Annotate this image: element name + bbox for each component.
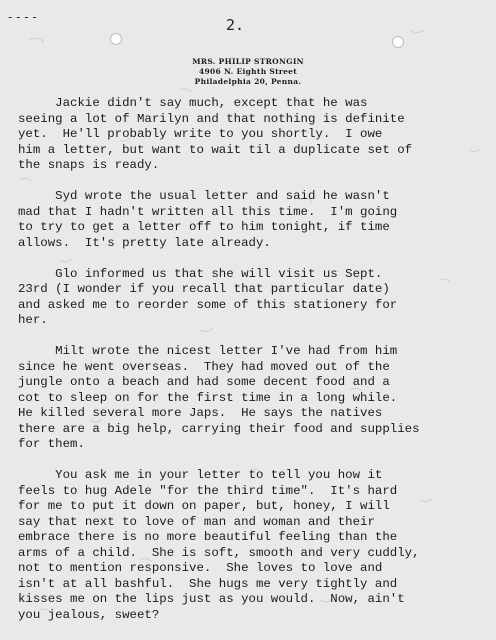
- text-line: for me to put it down on paper, but, honey, I will: [18, 499, 390, 513]
- text-line: her.: [18, 313, 48, 327]
- text-line: him a letter, but want to wait til a duplicate set of: [18, 142, 413, 157]
- page-number: 2.: [226, 16, 245, 34]
- text-line: mad that I hadn't written all this time. I'm going: [18, 204, 398, 219]
- text-line: say that next to love of man and woman and their: [18, 514, 375, 529]
- text-line: feels to hug Adele "for the third time". It's hard: [18, 483, 398, 498]
- paragraph-gap: [18, 174, 490, 190]
- paragraph-gap: [18, 251, 490, 267]
- text-line: and asked me to reorder some of this stationery for: [18, 297, 398, 312]
- paragraph: [18, 468, 490, 623]
- text-line: He killed several more Japs. He says the natives: [18, 406, 383, 420]
- text-line: yet. He'll probably write to you shortly. I owe: [18, 127, 383, 141]
- text-line: Syd wrote the usual letter and said he wasn't: [18, 189, 390, 203]
- text-line: not to mention responsive. She loves to love and: [18, 561, 383, 575]
- text-line: allows. It's pretty late already.: [18, 235, 271, 250]
- text-line: you jealous, sweet?: [18, 607, 160, 622]
- corner-mark: - - - -: [8, 10, 37, 24]
- text-line: Milt wrote the nicest letter I've had from him: [18, 344, 398, 358]
- text-line: arms of a child. She is soft, smooth and very cuddly,: [18, 545, 420, 560]
- text-line: seeing a lot of Marilyn and that nothing is definite: [18, 111, 405, 126]
- text-line: cot to sleep on for the first time in a long while.: [18, 390, 398, 405]
- text-line: You ask me in your letter to tell you how it: [18, 468, 383, 482]
- text-line: embrace there is no more beautiful feeling than the: [18, 530, 398, 544]
- text-line: since he went overseas. They had moved out of the: [18, 359, 390, 374]
- letterhead: [140, 57, 356, 87]
- letter-body: [18, 96, 490, 623]
- paragraph: [18, 267, 490, 329]
- text-line: Jackie didn't say much, except that he was: [18, 96, 368, 110]
- text-line: 23rd (I wonder if you recall that particular date): [18, 282, 390, 296]
- paragraph: [18, 189, 490, 251]
- letterhead-name: MRS. PHILIP STRONGIN: [192, 57, 304, 66]
- letterhead-city: Philadelphia 20, Penna.: [194, 77, 302, 86]
- letterhead-street: 4906 N. Eighth Street: [198, 67, 297, 76]
- punch-hole: [110, 33, 122, 45]
- text-line: for them.: [18, 437, 85, 451]
- paragraph: [18, 96, 490, 174]
- punch-hole: [392, 36, 404, 48]
- text-line: Glo informed us that she will visit us Sept.: [18, 266, 383, 281]
- text-line: there are a big help, carrying their food and supplies: [18, 421, 420, 436]
- paragraph-gap: [18, 329, 490, 345]
- text-line: the snaps is ready.: [18, 158, 160, 172]
- paragraph-gap: [18, 453, 490, 469]
- paragraph: [18, 344, 490, 453]
- text-line: kisses me on the lips just as you would. Now, ain't: [18, 592, 405, 606]
- text-line: to try to get a letter off to him tonight, if time: [18, 220, 390, 234]
- text-line: jungle onto a beach and had some decent food and a: [18, 375, 390, 389]
- text-line: isn't at all bashful. She hugs me very tightly and: [18, 576, 398, 591]
